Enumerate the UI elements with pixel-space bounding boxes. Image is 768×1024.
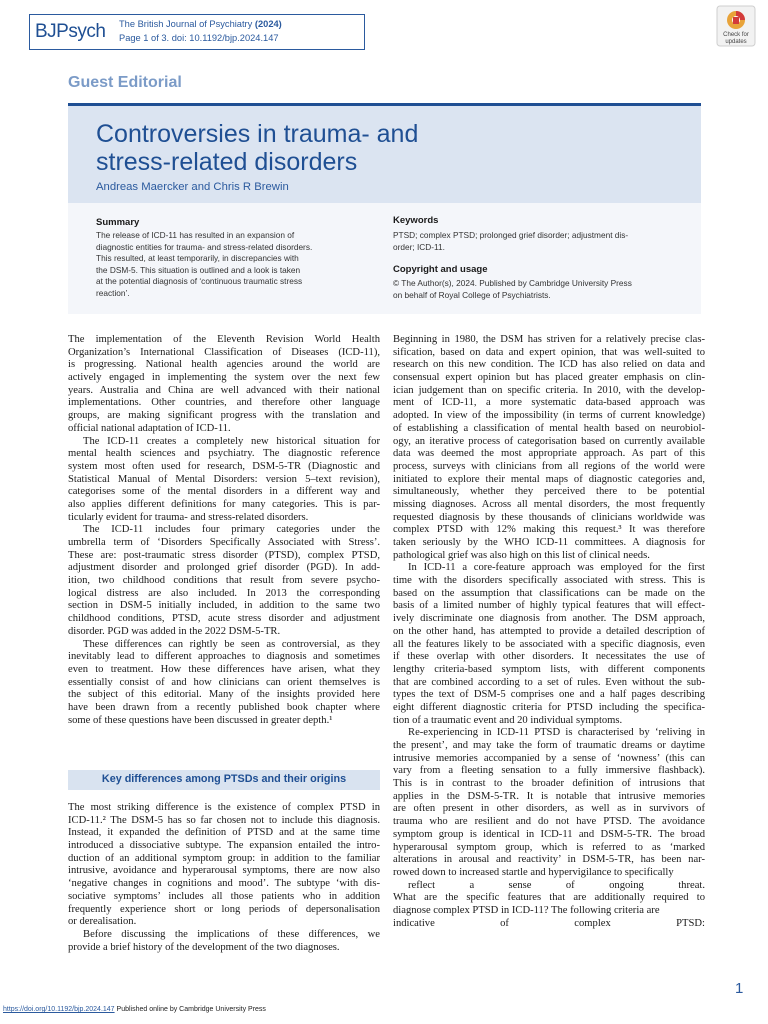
body-text-line: if these overlap with other disorders. It necessitates the use of: [393, 651, 705, 663]
article-title-line-2: stress-related disorders: [96, 148, 358, 176]
body-text-line: that are combined according to a set of rules. Even without the sub-: [393, 676, 705, 688]
body-text-line: What are the specific features that are additionally required to: [393, 892, 705, 904]
journal-header-box: [29, 14, 365, 50]
body-text-line: inevitably lead to different approaches to diagnosis and sometimes: [68, 651, 380, 663]
keywords-heading: Keywords: [393, 215, 439, 226]
body-text-line: These differences can rightly be seen as controversial, as they: [83, 638, 380, 650]
body-text-line: the present’, and may take the form of traumatic dreams or daytime: [393, 740, 705, 751]
footer: [3, 1006, 266, 1013]
body-text-line: is progressing. National health agencies around the world are: [68, 359, 380, 371]
body-text-line: Beginning in 1980, the DSM has striven for a relatively precise clas-: [393, 334, 705, 345]
body-text-line: missing diagnoses. Across all mental disorders, the most frequently: [393, 498, 705, 510]
body-text-line: lengthy criteria-based symptom lists, with different components: [393, 663, 705, 675]
body-text-line: have been drawn from a recently published book chapter where: [68, 701, 380, 713]
summary-line: reaction’.: [96, 287, 130, 298]
body-text-line: official national adaptation of ICD-11.: [68, 422, 231, 434]
article-type: Guest Editorial: [68, 74, 182, 91]
body-text-line: trauma who are resilient and do not have PTSD. The avoidance: [393, 816, 705, 828]
body-text-line: of establishing a classification of mental health based on neurobiol-: [393, 422, 705, 434]
body-text-line: groups, are making significant progress with the translation and: [68, 410, 380, 422]
body-text-line: Statistical Manual of Mental Disorders: version 5–text revision),: [68, 473, 380, 485]
body-text-line: data was deemed the most appropriate approach. As part of this: [393, 448, 705, 460]
body-text-line: vary from a fleeting sensation to a fully immersive flashback).: [393, 765, 705, 777]
body-text-line: The most striking difference is the existence of complex PTSD in: [68, 802, 380, 813]
body-text-line: system most often used for research, DSM-5-TR (Diagnostic and: [68, 460, 380, 472]
body-text-line: eight different diagnostic criteria for PTSD including the specifica-: [393, 701, 705, 713]
body-text-line: requested diagnosis by these thousands of clinicians worldwide was: [393, 511, 705, 523]
body-text-line: the subject of this editorial. Many of the insights provided here: [68, 689, 380, 701]
copyright-heading: Copyright and usage: [393, 264, 488, 275]
body-text-line: ively discriminate one diagnosis from another. The DSM approach,: [393, 613, 705, 625]
body-text-line: complex PTSD with 12% making this request.³ It was therefore: [393, 524, 705, 536]
body-text-line: taken seriously by the WHO ICD-11 committees. A diagnosis for: [393, 537, 705, 548]
summary-line: at the potential diagnosis of ‘continuous traumatic stress: [96, 276, 303, 287]
body-text-line: also applies different definitions for many categories. This is par-: [68, 498, 380, 510]
body-text-line: ogy, an iterative process of categorisation based on currently available: [393, 435, 705, 447]
body-text-line: are often present in other disorders, as well as in survivors of: [393, 803, 705, 815]
body-text-line: Instead, it expanded the definition of PTSD and at the same time: [68, 827, 380, 839]
body-text-line: tion of a traumatic event and 20 individual symptoms.: [393, 714, 623, 726]
body-text-line: ticularly evident for trauma- and stress-related disorders.: [68, 511, 309, 523]
body-text-line: section in DSM-5 initially included, in addition to the same two: [68, 600, 380, 612]
summary-line: The release of ICD-11 has resulted in an expansion of: [96, 230, 295, 240]
right-column: [393, 334, 705, 930]
title-rule: [68, 103, 701, 106]
body-text-line: adjustment disorder and prolonged grief disorder (PGD). In add-: [68, 562, 380, 574]
body-text-line: pathological grief was also high on this list of clinical needs.: [393, 549, 650, 561]
body-text-line: umbrella term of ‘Disorders Specifically Associated with Stress’.: [68, 537, 380, 548]
body-text-line: intrusive, avoidance and hyperarousal symptoms, there are now also: [68, 865, 380, 877]
body-text-line: all the features likely to be associated with a specific diagnosis, even: [393, 638, 705, 650]
body-text-line: Before discussing the implications of these differences, we: [83, 928, 380, 940]
keywords-text: [393, 230, 628, 253]
body-text-line: or derealisation.: [68, 916, 137, 928]
body-text-line: diagnose complex PTSD in ICD-11? The following criteria are: [393, 904, 660, 916]
keywords-line: PTSD; complex PTSD; prolonged grief disorder; adjustment dis-: [393, 230, 629, 240]
page-number: 1: [735, 980, 744, 997]
left-column-section: [68, 802, 380, 954]
keywords-line: order; ICD-11.: [393, 241, 445, 252]
body-text-line: initiated to explore their mental maps of diagnostic categories and,: [393, 473, 705, 485]
summary-line: This resulted, at least temporarily, in discrepancies with: [96, 253, 299, 264]
summary-text: [96, 230, 312, 300]
body-text-line: In ICD-11 a core-feature approach was employed for the first: [408, 562, 705, 574]
body-text-line: on the other hand, has attempted to provide a detailed description of: [393, 625, 705, 637]
body-text-line: applies in the DSM-5-TR. It is notable that intrusive memories: [393, 790, 705, 802]
published-note: Published online by Cambridge University Press: [116, 1006, 266, 1013]
body-text-line: process, surveys with clinicians from all regions of the world were: [393, 460, 705, 472]
body-text-line: implementations. Other countries, and therefore other language: [68, 397, 380, 409]
summary-line: diagnostic entities for trauma- and stress-related disorders.: [96, 241, 313, 252]
body-text-line: ment of ICD-11, a more systematic data-based approach was: [393, 397, 705, 409]
body-text-line: ician judgement than on specific criteria. In 2010, with the develop-: [393, 384, 705, 396]
doi-link[interactable]: https://doi.org/10.1192/bjp.2024.147: [3, 1006, 115, 1013]
body-text-line: types the text of DSM-5 comprises one and a half pages describing: [393, 689, 705, 701]
body-text-line: This is in contrast to the broader definition of intrusions that: [393, 778, 705, 790]
body-text-line: The ICD-11 includes four primary categories under the: [83, 524, 380, 536]
body-text-line: sification, based on data and expert opinion, that was well-suited to: [393, 346, 705, 358]
body-text-line: These are: post-traumatic stress disorder (PTSD), complex PTSD,: [68, 549, 380, 561]
body-text-line: adopted. In view of the impossibility (in terms of current knowledge): [393, 410, 705, 422]
body-text-line: Re-experiencing in ICD-11 PTSD is characterised by ‘reliving in: [408, 727, 705, 739]
body-text-line: logical distress are also included. In 2013 the corresponding: [68, 587, 380, 599]
article-title-line-1: Controversies in trauma- and: [96, 120, 419, 148]
copyright-line: © The Author(s), 2024. Published by Cambridge University Press: [393, 278, 632, 288]
body-text-line: ‘negative changes in cognitions and mood’. The subtype ‘with dis-: [68, 878, 380, 890]
journal-year: (2024): [254, 19, 282, 29]
journal-name: [119, 18, 282, 31]
body-text-line: frequently experience short or long periods of depersonalisation: [68, 903, 380, 915]
journal-logo: BJPsych: [35, 21, 106, 42]
body-text-line: basis of a limited number of highly typical features that will effect-: [393, 600, 705, 612]
body-text-line: rowed down to increased startle and hypervigilance to specifically: [393, 866, 674, 878]
body-text-line: consensual expert opinion but has placed greater emphasis on clin-: [393, 372, 705, 384]
body-text-line: hyperarousal symptom group, which is referred to as ‘marked: [393, 841, 705, 853]
body-text-line: Organization’s International Classification of Diseases (ICD-11),: [68, 346, 380, 358]
body-text-line: ICD-11.² The DSM-5 has so far chosen not to include this diagnosis.: [68, 814, 380, 826]
copyright-line: on behalf of Royal College of Psychiatrists.: [393, 289, 551, 300]
body-text-line: disorder. PGD was added in the 2022 DSM-5-TR.: [68, 625, 281, 637]
body-text-line: provide a brief history of the development of the two diagnoses.: [68, 941, 340, 953]
left-column-intro: [68, 334, 380, 727]
body-text-line: The implementation of the Eleventh Revision World Health: [68, 334, 380, 345]
body-text-line: based on the assumption that classifications can be made on the: [393, 587, 705, 599]
body-text-line: essentially consist of and how clinicians can orient themselves is: [68, 676, 380, 688]
summary-heading: Summary: [96, 217, 140, 228]
body-text-line: childhood conditions, PTSD, acute stress disorder and adjustment: [68, 613, 380, 625]
body-text-line: intrusive memories accompanied by a sense of ‘nowness’ (this can: [393, 752, 705, 764]
body-text-line: actively engaged in implementing the system over the next few: [68, 372, 380, 384]
body-text-line: sociative symptoms’ includes all those patients who in addition: [68, 890, 380, 902]
article-authors: Andreas Maercker and Chris R Brewin: [96, 181, 289, 193]
body-text-line: introduced a dissociative subtype. The expansion entailed the intro-: [68, 840, 380, 852]
body-text-line: simultaneously, whether they perceived there to be potential: [393, 486, 705, 498]
body-text-line: some of these questions have been discussed in greater depth.¹: [68, 714, 333, 726]
body-text-line: symptom group is identical in ICD-11 and DSM-5-TR. The broad: [393, 828, 705, 840]
copyright-text: [393, 278, 632, 301]
body-text-line: indicative of complex PTSD:: [393, 917, 705, 929]
body-text-line: years. Australia and China are well advanced with their national: [68, 384, 380, 396]
body-text-line: The ICD-11 creates a completely new historical situation for: [83, 435, 380, 447]
body-text-line: categorises some of the mental disorders in a different way and: [68, 486, 380, 498]
check-for-updates-label[interactable]: Check for updates: [723, 32, 749, 45]
body-text-line: time with the disorders specifically associated with stress. This is: [393, 575, 705, 587]
body-text-line: alterations in arousal and reactivity’ in DSM-5-TR, has been nar-: [393, 854, 705, 866]
page-doi-info: Page 1 of 3. doi: 10.1192/bjp.2024.147: [119, 33, 279, 43]
body-text-line: mental health sciences and psychiatry. The diagnostic reference: [68, 448, 380, 460]
body-text-line: duction of an additional symptom group: in addition to the familiar: [68, 852, 380, 864]
summary-line: the DSM-5. This situation is outlined and a look is taken: [96, 264, 301, 275]
body-text-line: reflect a sense of ongoing threat.: [408, 879, 705, 891]
body-text-line: even to treatment. How these differences have arisen, what they: [68, 663, 380, 675]
section-heading: Key differences among PTSDs and their origins: [101, 773, 347, 785]
body-text-line: ition, two childhood conditions that result from severe psycho-: [68, 575, 380, 587]
journal-title: The British Journal of Psychiatry: [119, 19, 253, 29]
body-text-line: research on this new condition. The ICD has also relied on data and: [393, 359, 705, 371]
